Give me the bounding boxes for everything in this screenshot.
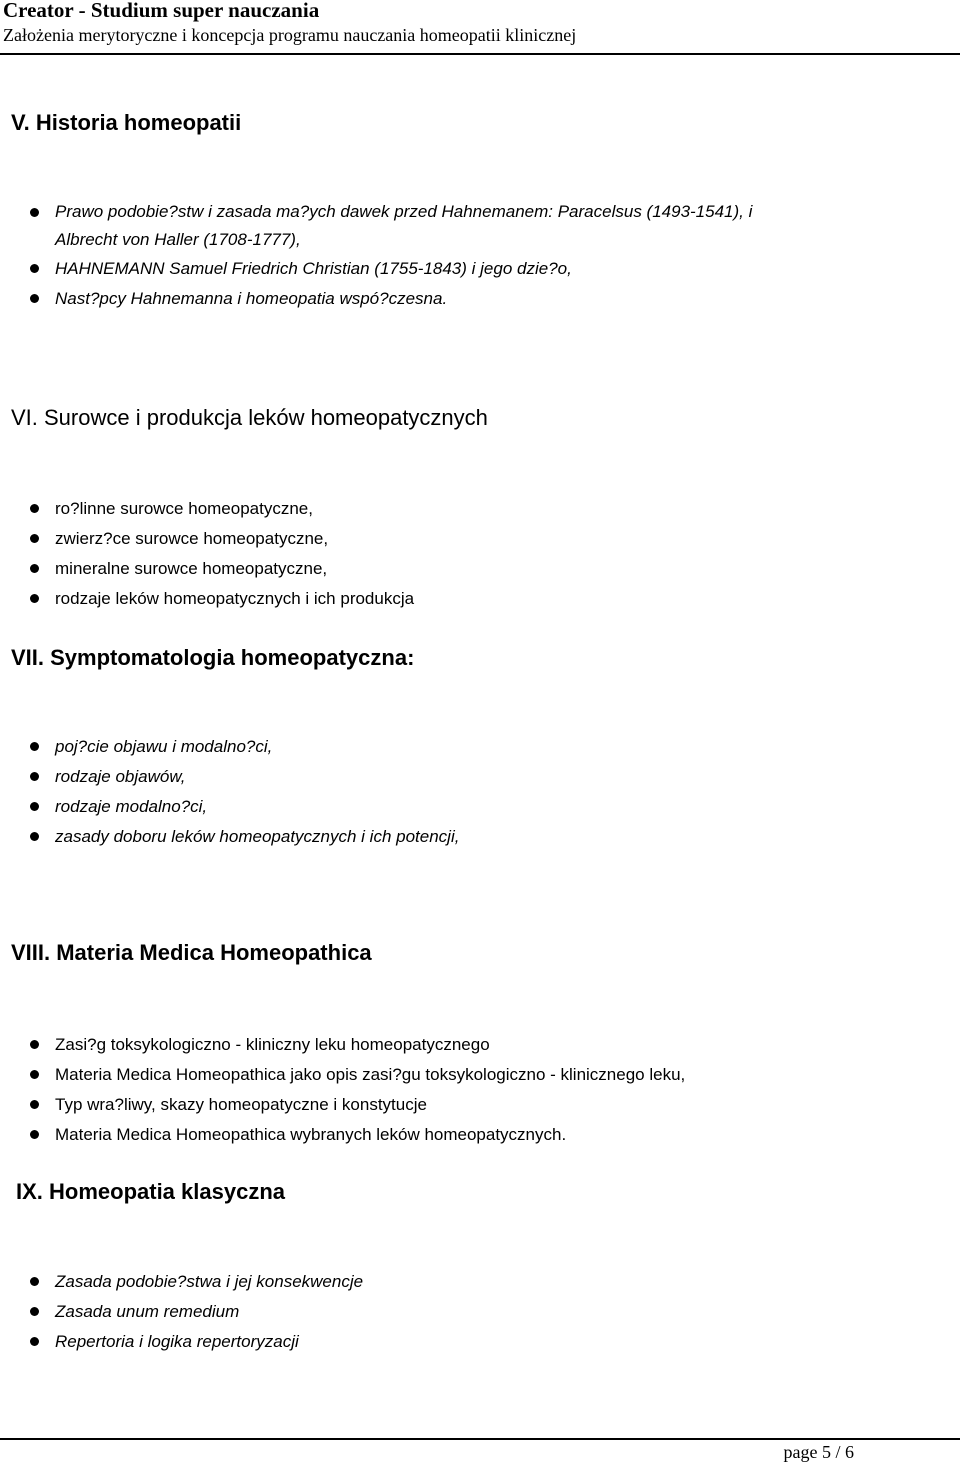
section-ix-list bbox=[0, 1267, 815, 1357]
list-item: Zasada unum remedium bbox=[0, 1297, 815, 1327]
section-viii-heading: VIII. Materia Medica Homeopathica bbox=[11, 940, 372, 965]
list-item: Repertoria i logika repertoryzacji bbox=[0, 1327, 815, 1357]
list-item: Typ wra?liwy, skazy homeopatyczne i konstytucje bbox=[0, 1090, 815, 1120]
bullet-icon bbox=[30, 534, 39, 543]
bullet-icon bbox=[30, 564, 39, 573]
section-vii-list bbox=[0, 732, 815, 852]
list-item: zasady doboru leków homeopatycznych i ich potencji, bbox=[0, 822, 815, 852]
list-item: Materia Medica Homeopathica jako opis zasi?gu toksykologiczno - klinicznego leku, bbox=[0, 1060, 815, 1090]
bullet-icon bbox=[30, 264, 39, 273]
header-title: Creator - Studium super nauczania bbox=[3, 0, 320, 22]
list-item: HAHNEMANN Samuel Friedrich Christian (1755-1843) i jego dzie?o, bbox=[0, 254, 815, 284]
list-item: rodzaje leków homeopatycznych i ich produkcja bbox=[0, 584, 815, 614]
bullet-icon bbox=[30, 772, 39, 781]
bullet-icon bbox=[30, 504, 39, 513]
bullet-icon bbox=[30, 594, 39, 603]
list-item: Nast?pcy Hahnemanna i homeopatia wspó?czesna. bbox=[0, 284, 815, 314]
bullet-icon bbox=[30, 1100, 39, 1109]
bullet-icon bbox=[30, 1277, 39, 1286]
bullet-icon bbox=[30, 742, 39, 751]
list-item: zwierz?ce surowce homeopatyczne, bbox=[0, 524, 815, 554]
footer-divider bbox=[0, 1438, 960, 1440]
list-item: rodzaje objawów, bbox=[0, 762, 815, 792]
section-vi-heading: VI. Surowce i produkcja leków homeopatycznych bbox=[11, 405, 488, 430]
page-number: page 5 / 6 bbox=[783, 1442, 854, 1462]
page-header bbox=[0, 0, 960, 55]
bullet-icon bbox=[30, 1307, 39, 1316]
bullet-icon bbox=[30, 1040, 39, 1049]
list-item: Materia Medica Homeopathica wybranych leków homeopatycznych. bbox=[0, 1120, 815, 1150]
bullet-icon bbox=[30, 1337, 39, 1346]
section-vii-heading: VII. Symptomatologia homeopatyczna: bbox=[11, 645, 415, 670]
bullet-icon bbox=[30, 1070, 39, 1079]
list-item: ro?linne surowce homeopatyczne, bbox=[0, 494, 815, 524]
bullet-icon bbox=[30, 208, 39, 217]
list-item: Prawo podobie?stw i zasada ma?ych dawek przed Hahnemanem: Paracelsus (1493-1541), i Albrecht von Haller (1708-1777), bbox=[0, 198, 815, 254]
section-ix-heading: IX. Homeopatia klasyczna bbox=[16, 1179, 285, 1204]
section-viii-list bbox=[0, 1030, 815, 1150]
bullet-icon bbox=[30, 294, 39, 303]
bullet-icon bbox=[30, 802, 39, 811]
list-item: Zasada podobie?stwa i jej konsekwencje bbox=[0, 1267, 815, 1297]
bullet-icon bbox=[30, 832, 39, 841]
section-vi-list bbox=[0, 494, 815, 614]
list-item: poj?cie objawu i modalno?ci, bbox=[0, 732, 815, 762]
bullet-icon bbox=[30, 1130, 39, 1139]
header-subtitle: Założenia merytoryczne i koncepcja programu nauczania homeopatii klinicznej bbox=[3, 25, 577, 45]
section-v-list bbox=[0, 198, 815, 314]
list-item: rodzaje modalno?ci, bbox=[0, 792, 815, 822]
section-v-heading: V. Historia homeopatii bbox=[11, 110, 242, 135]
list-item: mineralne surowce homeopatyczne, bbox=[0, 554, 815, 584]
list-item: Zasi?g toksykologiczno - kliniczny leku homeopatycznego bbox=[0, 1030, 815, 1060]
